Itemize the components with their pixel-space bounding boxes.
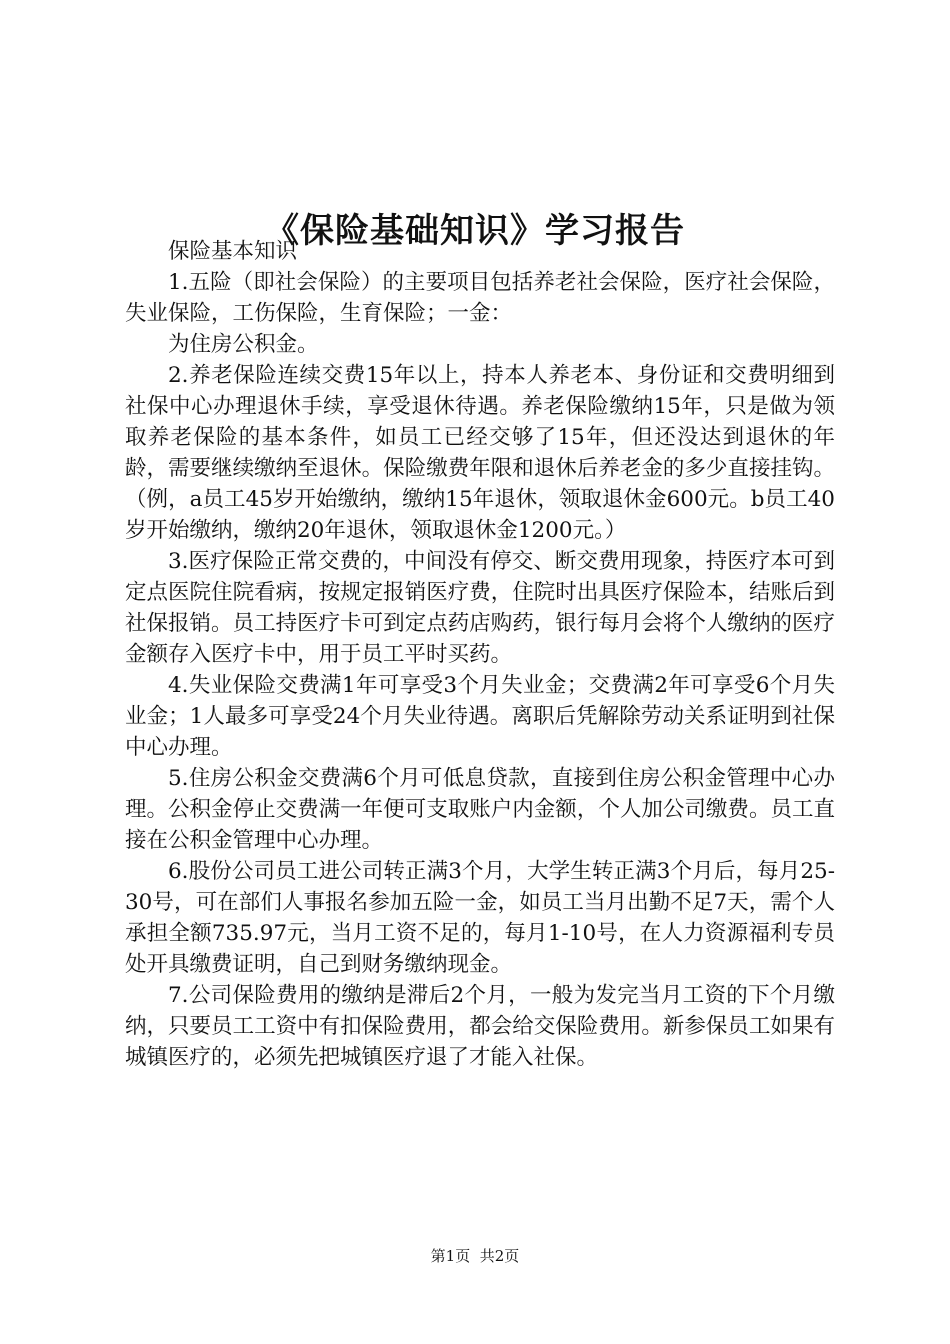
- paragraph-6: 6.股份公司员工进公司转正满3个月，大学生转正满3个月后，每月25-30号，可在部们人事报名参加五险一金，如员工当月出勤不足7天，需个人承担全额735.97元，当月工资不足的，每月1-10号，在人力资源福利专员处开具缴费证明，自己到财务缴纳现金。: [125, 859, 835, 977]
- paragraph-3: 3.医疗保险正常交费的，中间没有停交、断交费用现象，持医疗本可到定点医院住院看病，按规定报销医疗费，住院时出具医疗保险本，结账后到社保报销。员工持医疗卡可到定点药店购药，银行每月会将个人缴纳的医疗金额存入医疗卡中，用于员工平时买药。: [125, 549, 835, 667]
- paragraph-heading: 保险基本知识: [168, 239, 298, 264]
- page-number: 第1页: [430, 1247, 471, 1265]
- paragraph-1: 1.五险（即社会保险）的主要项目包括养老社会保险，医疗社会保险，失业保险，工伤保险，生育保险；一金：: [125, 270, 835, 326]
- page-footer: [0, 1246, 950, 1266]
- paragraph-4: 4.失业保险交费满1年可享受3个月失业金；交费满2年可享受6个月失业金；1人最多可享受24个月失业待遇。离职后凭解除劳动关系证明到社保中心办理。: [125, 673, 835, 760]
- page-title: 《保险基础知识》学习报告: [265, 210, 685, 251]
- page-total: 共2页: [479, 1247, 520, 1265]
- document-body: [125, 236, 835, 1073]
- paragraph-5: 5.住房公积金交费满6个月可低息贷款，直接到住房公积金管理中心办理。公积金停止交费满一年便可支取账户内金额，个人加公司缴费。员工直接在公积金管理中心办理。: [125, 766, 835, 853]
- paragraph-2: 2.养老保险连续交费15年以上，持本人养老本、身份证和交费明细到社保中心办理退休手续，享受退休待遇。养老保险缴纳15年，只是做为领取养老保险的基本条件，如员工已经交够了15年，但还没达到退休的年龄，需要继续缴纳至退休。保险缴费年限和退休后养老金的多少直接挂钩。（例，a员工45岁开始缴纳，缴纳15年退休，领取退休金600元。b员工40岁开始缴纳，缴纳20年退休，领取退休金1200元。）: [125, 363, 835, 543]
- paragraph-7: 7.公司保险费用的缴纳是滞后2个月，一般为发完当月工资的下个月缴纳，只要员工工资中有扣保险费用，都会给交保险费用。新参保员工如果有城镇医疗的，必须先把城镇医疗退了才能入社保。: [125, 983, 835, 1070]
- paragraph-1-continued: 为住房公积金。: [168, 332, 319, 357]
